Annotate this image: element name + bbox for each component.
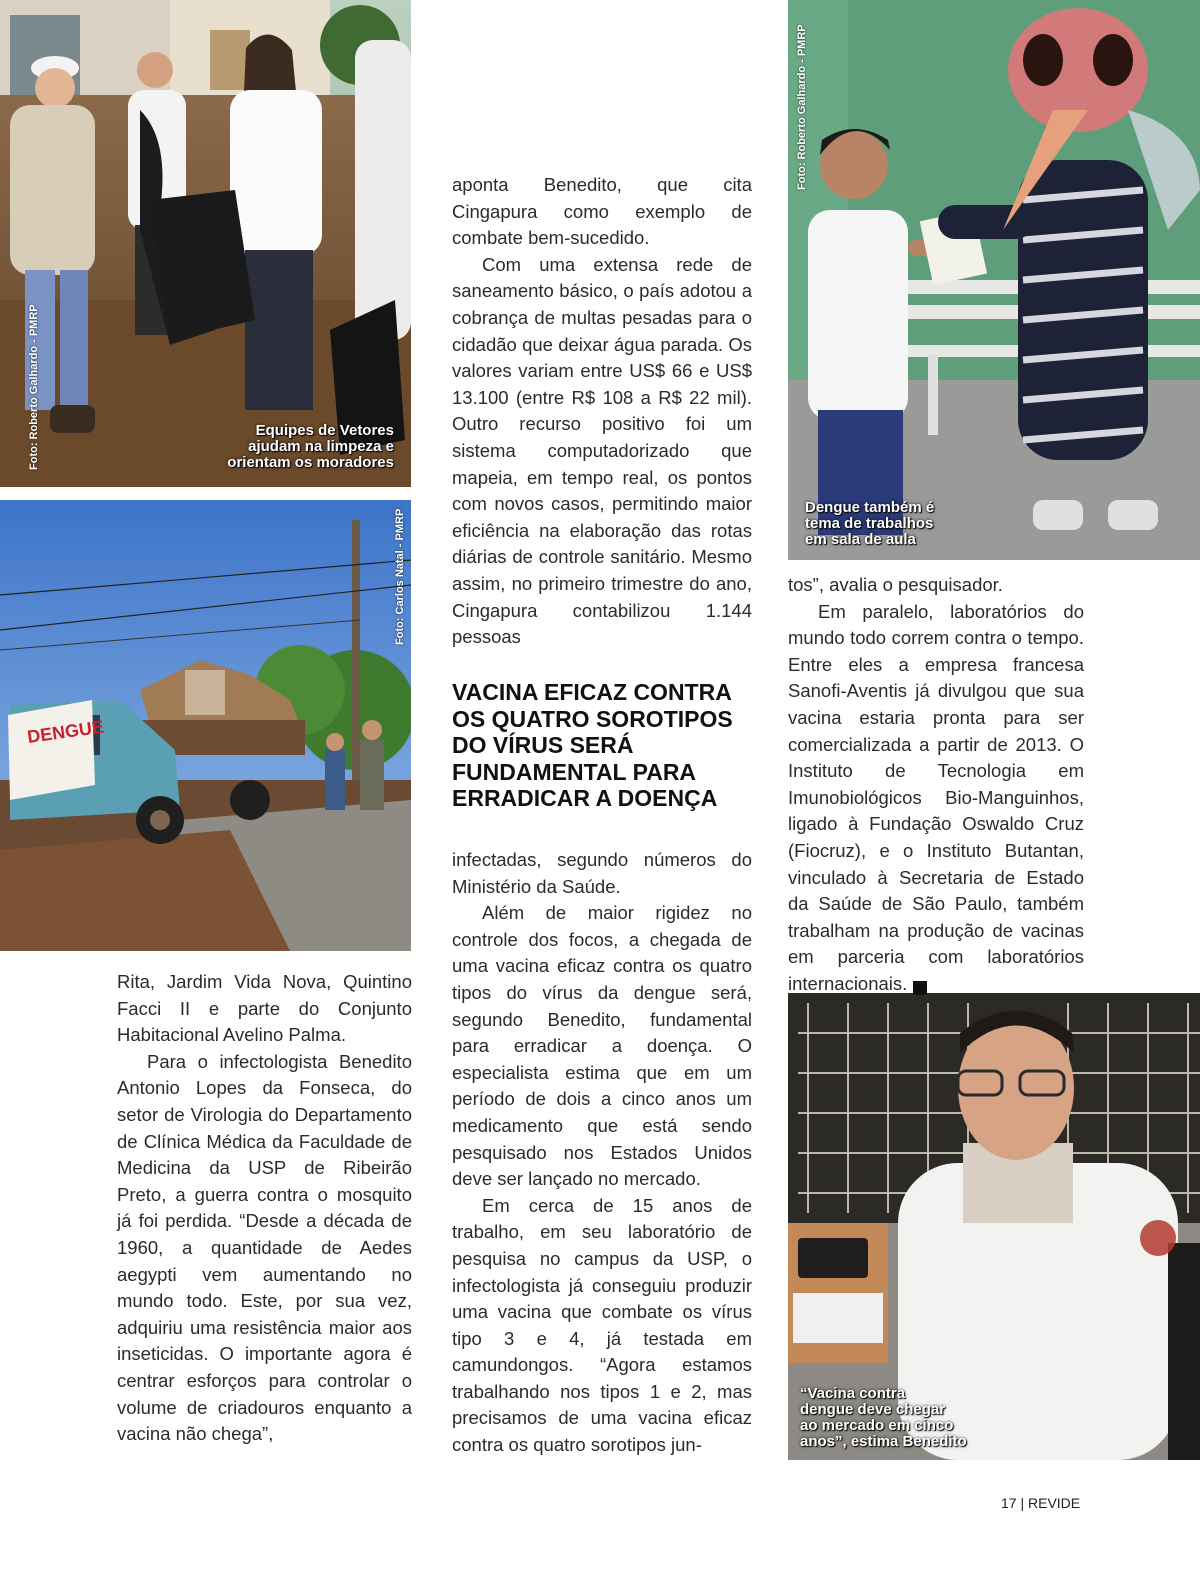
caption-line: Equipes de Vetores — [255, 422, 394, 439]
paragraph: aponta Benedito, que cita Cingapura como exemplo de combate bem-sucedido. — [452, 174, 752, 249]
section-headline: VACINA EFICAZ CONTRA OS QUATRO SOROTIPOS DO VÍRUS SERÁ FUNDAMENTAL PARA ERRADICAR A DOENÇA — [452, 679, 733, 811]
article-column-3 — [788, 572, 1084, 998]
caption-line: ao mercado em cinco — [800, 1417, 954, 1434]
caption-line: ajudam na limpeza e — [248, 438, 394, 455]
page-footer — [1001, 1495, 1080, 1511]
paragraph — [788, 599, 1084, 998]
paragraph: tos”, avalia o pesquisador. — [788, 574, 1003, 595]
caption-line: dengue deve chegar — [800, 1401, 946, 1418]
paragraph: infectadas, segundo números do Ministério da Saúde. — [452, 849, 752, 897]
end-of-article-icon: r — [913, 981, 927, 995]
caption-line: anos”, estima Benedito — [800, 1433, 967, 1450]
photo-cleanup-team — [0, 0, 411, 487]
paragraph: Além de maior rigidez no controle dos focos, a chegada de uma vacina eficaz contra os quatro tipos do vírus da dengue será, segundo Benedito, fundamental para erradicar a doença. O especialista estima que em um período de dois a cinco anos um medicamento que está sendo pesquisado nos Estados Unidos deve ser lançado no mercado. — [452, 902, 752, 1190]
photo-caption — [805, 500, 934, 548]
photo-caption — [227, 423, 394, 471]
photo-truck — [0, 500, 411, 951]
paragraph: Para o infectologista Benedito Antonio Lopes da Fonseca, do setor de Virologia do Departamento de Clínica Médica da Faculdade de Medicina da USP de Ribeirão Preto, a guerra contra o mosquito já foi perdida. “Desde a década de 1960, a quantidade de Aedes aegypti vem aumentando no mundo todo. Este, por sua vez, adquiriu uma resistência maior aos inseticidas. O importante agora é centrar esforços para controlar o volume de criadouros enquanto a vacina não chega”, — [117, 1050, 412, 1445]
caption-line: orientam os moradores — [227, 454, 394, 471]
photo-doctor — [788, 993, 1200, 1460]
photo-mascot — [788, 0, 1200, 560]
paragraph: Em cerca de 15 anos de trabalho, em seu laboratório de pesquisa no campus da USP, o infectologista já conseguiu produzir uma vacina que combate os vírus tipo 3 e 4, já testada em camundongos. “Agora estamos trabalhando nos tipos 1 e 2, mas precisamos de uma vacina eficaz contra os quatro sorotipos jun- — [452, 1194, 752, 1456]
paragraph: Com uma extensa rede de saneamento básico, o país adotou a cobrança de multas pesadas para o cidadão que deixar água parada. Os valores variam entre US$ 66 e US$ 13.100 (entre R$ 108 a R$ 22 mil). Outro recurso positivo foi um sistema computadorizado que mapeia, em tempo real, os pontos com novos casos, permitindo maior eficiência na elaboração das rotas diárias de controle sanitário. Mesmo assim, no primeiro trimestre do ano, Cingapura contabilizou 1.144 pessoas — [452, 253, 752, 648]
magazine-name: REVIDE — [1028, 1495, 1081, 1511]
caption-line: em sala de aula — [805, 531, 916, 548]
article-column-2-bottom — [452, 847, 752, 1459]
photo-caption — [800, 1386, 967, 1450]
page-number: 17 — [1001, 1495, 1017, 1511]
truck-image — [0, 500, 411, 951]
banner-text: DENGUE — [25, 716, 106, 748]
caption-line: Dengue também é — [805, 499, 935, 516]
caption-line: tema de trabalhos — [805, 515, 934, 532]
photo-credit: Foto: Carlos Natal - PMRP — [394, 508, 406, 645]
mascot-image — [788, 0, 1200, 560]
photo-credit: Foto: Roberto Galhardo - PMRP — [28, 304, 40, 470]
article-column-2-top — [452, 172, 752, 651]
footer-separator: | — [1020, 1495, 1025, 1511]
caption-line: “Vacina contra — [800, 1385, 906, 1402]
photo-credit: Foto: Roberto Galhardo - PMRP — [796, 24, 808, 190]
paragraph-text: Em paralelo, laboratórios do mundo todo correm contra o tempo. Entre eles a empresa francesa Sanofi-Aventis já divulgou que sua vacina estaria pronta para ser comercializada a partir de 2013. O Instituto de Tecnologia em Imunobiológicos Bio-Manguinhos, ligado à Fundação Oswaldo Cruz (Fiocruz), e o Instituto Butantan, vinculado à Secretaria de Estado da Saúde de São Paulo, também trabalham na produção de vacinas em parceria com laboratórios internacionais. — [788, 600, 1084, 994]
cleanup-team-image — [0, 0, 411, 487]
paragraph: Rita, Jardim Vida Nova, Quintino Facci II e parte do Conjunto Habitacional Avelino Palma. — [117, 971, 412, 1046]
article-column-1 — [117, 969, 412, 1448]
